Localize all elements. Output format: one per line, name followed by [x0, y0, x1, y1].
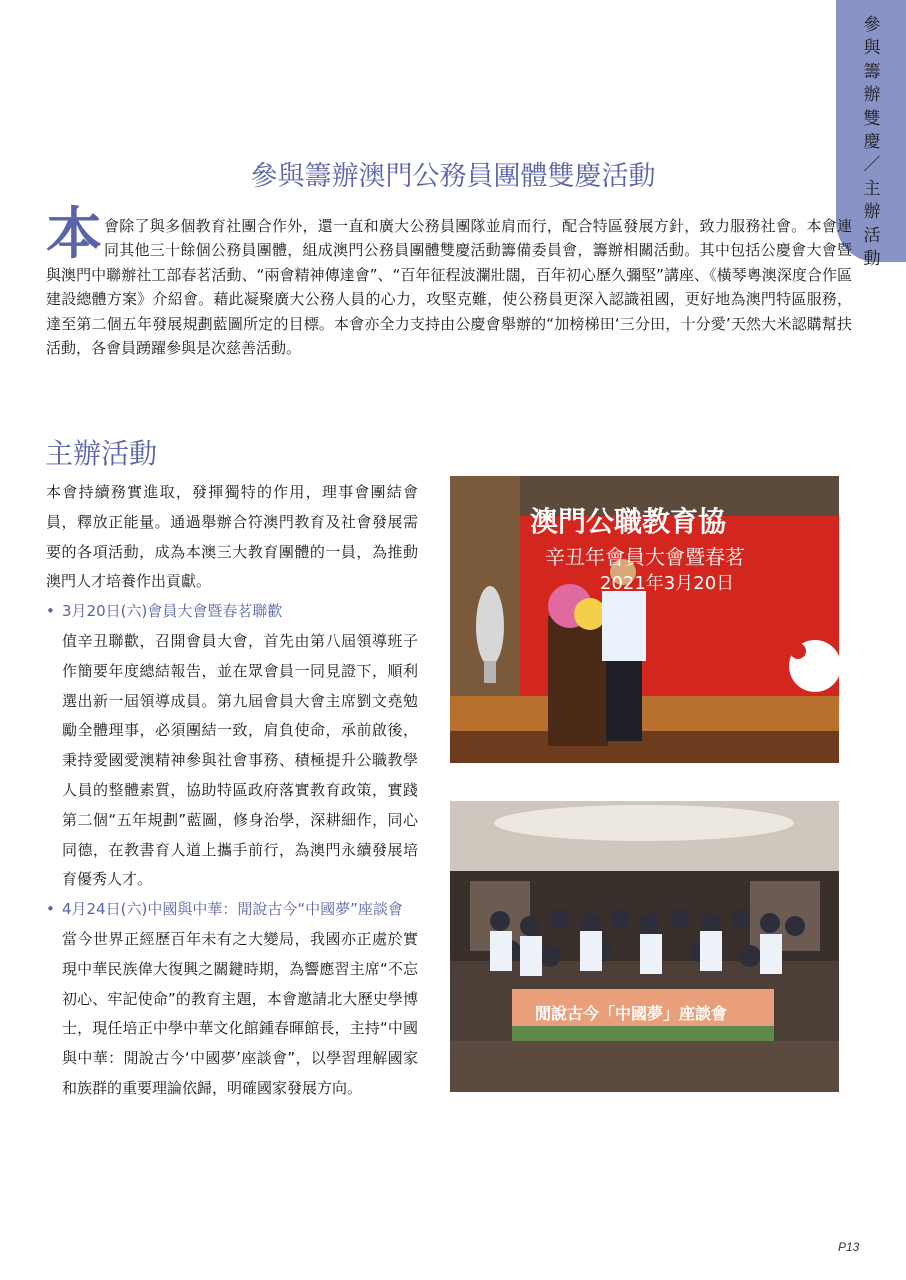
photo-seminar-group-illustration [450, 801, 839, 1092]
drop-cap: 本 [46, 201, 102, 267]
section-title: 主辦活動 [45, 437, 158, 470]
bullet-icon: • [46, 602, 55, 621]
side-tab-label: 參與籌辦雙慶／主辦活動 [863, 15, 881, 270]
intro-paragraph: 會除了與多個教育社團合作外，還一直和廣大公務員團隊並肩而行，配合特區發展方針，致力服務社會。本會連同其他三十餘個公務員團體，組成澳門公務員團體雙慶活動籌備委員會，籌辦相關活動。其中包括公慶會大會暨與澳門中聯辦社工部春茗活動、“兩會精神傳達會”、“百年征程波瀾壯闊，百年初心歷久彌堅”講座、《橫琴粵澳深度合作區建設總體方案》介紹會。藉此凝聚廣大公務人員的心力，攻堅克難，使公務員更深入認識祖國，更好地為澳門特區服務，達至第二個五年發展規劃藍圖所定的目標。本會亦全力支持由公慶會舉辦的“加榜梯田‘三分田，十分愛’天然大米認購幫扶活動，各會員踴躍參與是次慈善活動。 [46, 217, 852, 358]
item-title-text: 4月24日(六)中國與中華：閒說古今“中國夢”座談會 [62, 900, 403, 919]
section-body [46, 478, 418, 1104]
page-number: P13 [838, 1240, 860, 1254]
seminar-banner-text: 閒說古今「中國夢」座談會 [535, 1004, 728, 1023]
section-lead: 本會持續務實進取，發揮獨特的作用，理事會團結會員，釋放正能量。通過舉辦合符澳門教育及社會發展需要的各項活動，成為本澳三大教育團體的一員，為推動澳門人才培養作出貢獻。 [46, 483, 418, 591]
item-body-seminar: 當今世界正經歷百年未有之大變局，我國亦正處於實現中華民族偉大復興之關鍵時期，為響應習主席“不忘初心、牢記使命”的教育主題，本會邀請北大歷史學博士，現任培正中學中華文化館鍾春暉館長，主持“中國與中華：閒說古今‘中國夢’座談會”，以學習理解國家和族群的重要理論依歸，明確國家發展方向。 [62, 929, 418, 1097]
item-title-meeting [46, 597, 418, 627]
bullet-icon: • [46, 900, 55, 919]
banner-event-name: 辛丑年會員大會暨春茗 [545, 545, 745, 569]
item-body-meeting: 值辛丑聯歡，召開會員大會，首先由第八屆領導班子作簡要年度總結報告，並在眾會員一同見證下，順利選出新一屆領導成員。第九屆會員大會主席劉文堯勉勵全體理事，必須團結一致，肩負使命，承前啟後，秉持愛國愛澳精神參與社會事務、積極提升公職教學人員的整體素質，協助特區政府落實教育政策，實踐第二個“五年規劃”藍圖，修身治學，深耕細作，同心同德，在教書育人道上攜手前行，為澳門永續發展培育優秀人才。 [62, 631, 418, 889]
page-title: 參與籌辦澳門公務員團體雙慶活動 [250, 161, 656, 192]
photo-seminar-group [450, 801, 839, 1092]
item-title-seminar [46, 895, 418, 925]
banner-org-name: 澳門公職教育協 [530, 505, 727, 538]
banner-date: 2021年3月20日 [600, 573, 735, 594]
photo-general-meeting-illustration [450, 476, 839, 763]
item-title-text: 3月20日(六)會員大會暨春茗聯歡 [62, 602, 283, 621]
photo-general-meeting [450, 476, 839, 763]
